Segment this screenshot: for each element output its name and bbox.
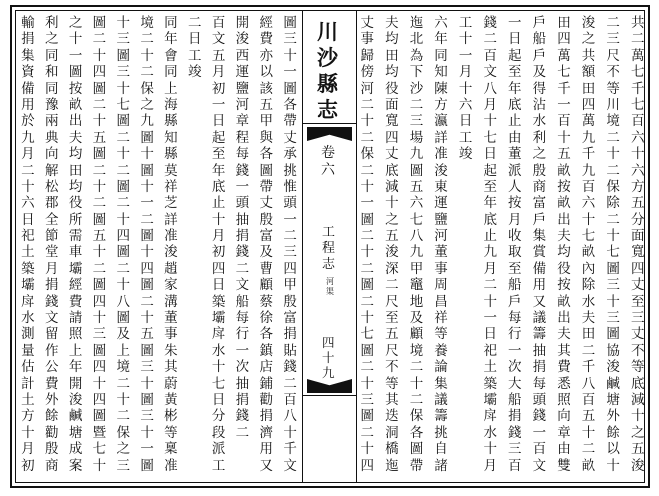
fish-tail-mark-bottom — [307, 379, 352, 393]
left-text-column: 開 浚 西 運 鹽 河 章 程 每 錢 一 頭 抽 捐 錢 二 文 船 每 行 一 次 抽 捐 錢 二 — [235, 15, 250, 441]
center-gutter — [302, 11, 357, 482]
left-text-column: 十 三 圖 三 十 七 圖 二 十 二 圖 二 十 四 圖 二 十 八 圖 及 上 境 二 十 二 保 之 三 — [116, 15, 130, 474]
gutter-rule-top — [303, 123, 356, 124]
right-text-column: 錢 二 百 文 八 月 十 七 日 起 至 年 底 止 九 月 二 十 一 日 祀 土 築 壩 戽 水 十 月 — [483, 15, 497, 474]
right-text-panel — [355, 11, 650, 482]
gutter-rule-bottom — [303, 395, 356, 396]
right-text-column: 田 四 萬 七 千 一 百 十 五 畝 按 畝 出 夫 均 役 按 畝 出 夫 其 費 悉 照 向 章 由 雙 — [557, 15, 571, 474]
right-text-column: 戶 船 戶 及 得 沾 水 利 之 殷 商 富 戶 集 賞 備 用 又 議 籌 抽 捐 每 頭 錢 一 百 文 — [532, 15, 547, 474]
page-border — [10, 5, 650, 488]
section-label: 工 程 志 — [322, 225, 336, 272]
right-text-column: 夫 均 田 均 役 面 寬 四 丈 底 減 十 之 五 浚 深 二 尺 至 五 尺 不 等 其 迭 洞 橋 迤 — [385, 15, 399, 474]
left-text-column: 經 費 亦 以 該 五 甲 與 各 圖 帶 丈 殷 富 及 曹 顧 蔡 徐 各 鎮 店 鋪 勸 捐 濟 用 又 — [259, 15, 273, 474]
left-text-column: 之 十 一 圖 按 畝 出 夫 均 田 均 役 所 需 車 壩 經 費 請 照 上 年 開 浚 鹹 塘 成 案 — [68, 15, 83, 474]
book-title: 川 沙 縣 志 — [317, 19, 338, 122]
left-text-panel — [16, 11, 302, 482]
page-inner-border — [15, 10, 645, 483]
right-text-column: 浚 之 共 額 田 四 萬 九 千 九 百 六 十 七 畝 內 除 水 夫 田 二 千 八 百 五 十 二 畝 — [581, 15, 596, 474]
subsection-label: 河 渠 — [326, 277, 334, 296]
left-text-column: 同 年 會 同 上 海 縣 知 縣 莫 祥 芝 詳 准 浚 趙 家 溝 董 事 朱 其 蔚 黃 彬 等 稟 准 — [164, 15, 178, 474]
page-number: 四 十 九 — [322, 335, 335, 380]
left-text-column: 圖 二 十 四 圖 二 十 五 圖 二 十 二 圖 五 十 二 圖 四 十 三 圖 四 十 四 圖 暨 七 十 — [92, 15, 107, 474]
left-text-column: 百 文 五 月 初 一 日 起 至 年 底 止 十 月 初 四 日 築 壩 戽 水 十 七 日 分 段 派 工 — [211, 15, 226, 474]
left-text-column: 二 日 工 竣 — [188, 15, 202, 81]
right-text-column: 工 十 一 月 十 六 日 工 竣 — [458, 15, 473, 163]
right-text-column: 一 日 起 至 年 底 止 由 董 派 人 按 月 收 取 至 船 戶 每 行 一 次 大 船 捐 錢 三 百 — [508, 15, 522, 474]
left-text-column: 境 二 十 二 保 之 九 圖 十 圖 十 一 二 圖 十 四 圖 二 十 五 圖 三 十 圖 三 十 一 圖 — [140, 15, 154, 474]
right-text-column: 二 三 尺 不 等 川 境 二 十 二 保 除 二 十 七 圖 三 十 三 圖 協 浚 鹹 塘 外 餘 以 十 — [606, 15, 620, 474]
right-text-column: 丈 事 歸 傍 河 二 十 二 保 二 十 一 圖 二 十 二 圖 二 十 七 圖 二 十 三 圖 二 十 四 — [360, 15, 375, 474]
right-text-column: 共 二 萬 七 千 七 百 六 十 六 方 五 分 面 寬 四 丈 至 三 丈 不 等 底 減 十 之 五 浚 — [630, 15, 645, 474]
left-text-column: 利 之 同 和 同 豫 兩 典 向 解 松 郡 全 節 堂 月 捐 錢 文 留 作 公 費 外 餘 勸 殷 商 — [45, 15, 59, 474]
right-text-column: 六 年 同 知 陳 方 瀛 詳 准 浚 東 運 鹽 河 董 事 周 昌 祥 等 養 論 集 議 籌 挑 自 諸 — [434, 15, 448, 474]
fish-tail-mark-top — [307, 127, 352, 141]
left-text-column: 圖 三 十 一 圖 各 帶 丈 承 挑 惟 頭 一 二 三 四 甲 殷 富 捐 貼 錢 二 百 八 十 千 文 — [283, 15, 297, 474]
right-text-column: 迤 北 為 下 沙 二 三 場 九 圖 五 六 七 八 九 甲 竈 地 及 顧 境 二 十 二 保 各 圖 帶 — [409, 15, 424, 474]
left-text-column: 輸 捐 集 資 備 用 於 九 月 二 十 六 日 祀 土 築 壩 戽 水 測 量 估 計 土 方 十 月 初 — [21, 15, 35, 474]
volume-label: 卷 六 — [321, 145, 335, 178]
